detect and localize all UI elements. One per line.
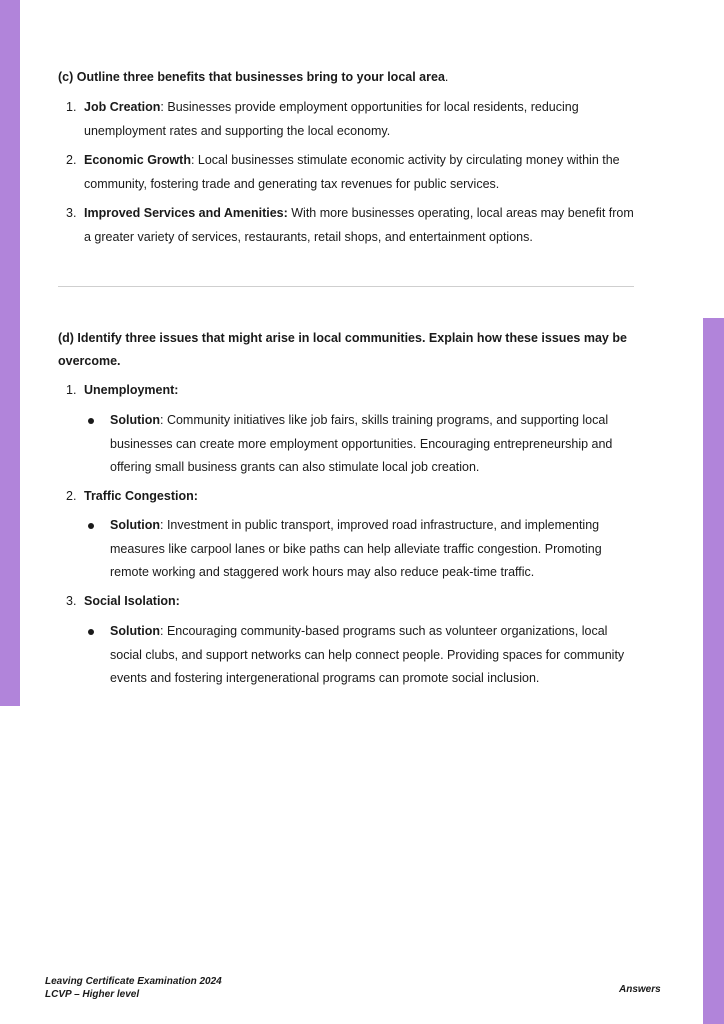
issue-number: 2. (66, 489, 77, 503)
solution-item (88, 409, 633, 480)
solution-item (88, 620, 633, 691)
section-divider (58, 286, 634, 287)
footer-exam-info (45, 975, 222, 1001)
list-item (66, 202, 636, 249)
solution-label: Solution (110, 413, 160, 427)
right-accent-bar (703, 318, 724, 1024)
issue-number: 1. (66, 383, 77, 397)
issue-heading (66, 380, 178, 400)
footer-exam-level: LCVP – Higher level (45, 989, 140, 1000)
list-item (66, 149, 636, 196)
item-number: 1. (66, 100, 77, 114)
issue-title: Traffic Congestion: (84, 489, 198, 503)
solution-label: Solution (110, 624, 160, 638)
bullet-icon (88, 629, 94, 635)
footer-exam-title: Leaving Certificate Examination 2024 (45, 976, 222, 987)
item-text: With more businesses operating, local areas may benefit from a greater variety of services, restaurants, retail shops, and entertainment options. (84, 206, 634, 244)
item-number: 3. (66, 206, 77, 220)
item-term: Economic Growth (84, 153, 191, 167)
issue-heading (66, 591, 180, 611)
question-d-title: (d) Identify three issues that might arise in local communities. Explain how these issues may be overcome. (58, 331, 627, 368)
item-text: : Businesses provide employment opportunities for local residents, reducing unemployment rates and supporting the local economy. (84, 100, 579, 138)
footer-answers-label: Answers (619, 984, 661, 995)
item-term: Improved Services and Amenities: (84, 206, 288, 220)
solution-text: : Encouraging community-based programs such as volunteer organizations, local social clubs, and support networks can help connect people. Providing spaces for community events and fostering intergenerational programs can promote social inclusion. (110, 624, 625, 685)
question-c-text: (c) Outline three benefits that businesses bring to your local area (58, 70, 445, 84)
solution-text: : Community initiatives like job fairs, skills training programs, and supporting local businesses can create more employment opportunities. Encouraging entrepreneurship and offering small business grants can also stimulate local job creation. (110, 413, 613, 474)
question-c-punct: . (444, 70, 449, 84)
item-term: Job Creation (84, 100, 161, 114)
left-accent-bar (0, 0, 20, 706)
solution-label: Solution (110, 518, 160, 532)
list-item (66, 96, 636, 143)
bullet-icon (88, 523, 94, 529)
issue-heading (66, 486, 198, 506)
item-text: : Local businesses stimulate economic activity by circulating money within the community, fostering trade and generating tax revenues for public services. (84, 153, 620, 191)
issue-title: Unemployment: (84, 383, 179, 397)
bullet-icon (88, 418, 94, 424)
solution-item (88, 514, 633, 585)
item-number: 2. (66, 153, 77, 167)
solution-text: : Investment in public transport, improved road infrastructure, and implementing measures like carpool lanes or bike paths can help alleviate traffic congestion. Promoting remote working and staggered work hours may also reduce peak-time traffic. (110, 518, 602, 579)
issue-number: 3. (66, 594, 77, 608)
issue-title: Social Isolation: (84, 594, 180, 608)
question-c-title (58, 66, 633, 89)
